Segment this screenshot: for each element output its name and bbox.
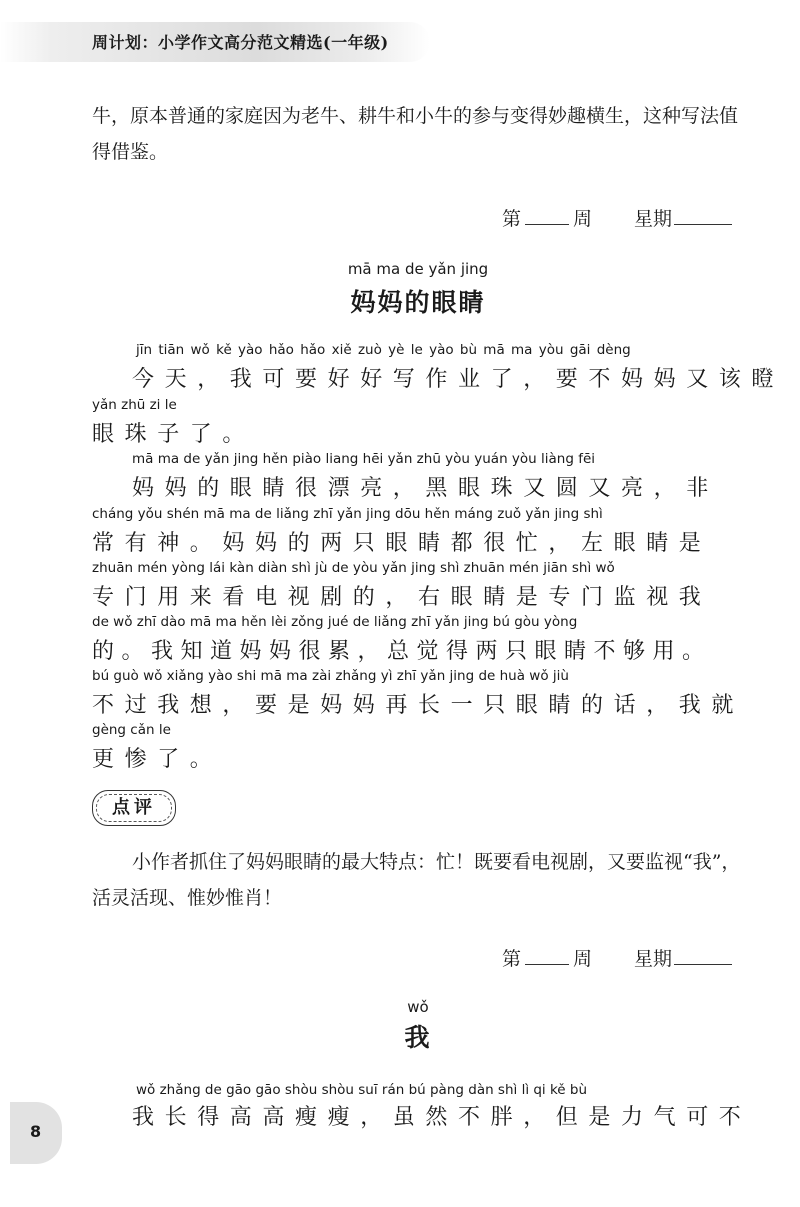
hanzi-row: 眼珠子了。: [92, 422, 256, 447]
weekday-label: 星期: [633, 208, 672, 230]
week-suffix: 周: [572, 948, 592, 970]
hanzi-row: 更惨了。: [92, 747, 223, 772]
week-prefix: 第: [501, 948, 521, 970]
week-day-line-1: [502, 204, 732, 231]
week-day-line-2: [502, 944, 732, 971]
weekday-blank[interactable]: [674, 946, 732, 965]
pinyin-row: mā ma de yǎn jing hěn piào liang hēi yǎn zhū yòu yuán yòu liàng fēi: [132, 451, 596, 467]
comment-label: 点评: [92, 790, 176, 826]
hanzi-row: 妈妈的眼睛很漂亮，黑眼珠又圆又亮，非: [132, 476, 719, 501]
pinyin-row: zhuān mén yòng lái kàn diàn shì jù de yòu yǎn jing shì zhuān mén jiān shì wǒ: [92, 560, 615, 576]
comment-line-2: 活灵活现、惟妙惟肖！: [92, 887, 283, 909]
pinyin-row: bú guò wǒ xiǎng yào shi mā ma zài zhǎng yì zhī yǎn jing de huà wǒ jiù: [92, 668, 569, 684]
intro-line-2: 得借鉴。: [92, 141, 169, 163]
essay1-title-pinyin: mā ma de yǎn jing: [347, 260, 489, 278]
comment-line-1: 小作者抓住了妈妈眼睛的最大特点：忙！既要看电视剧，又要监视“我”，: [132, 851, 741, 873]
hanzi-row: 我长得高高瘦瘦，虽然不胖，但是力气可不: [132, 1105, 752, 1130]
running-header: 周计划：小学作文高分范文精选(一年级): [92, 33, 389, 52]
weekday-label: 星期: [633, 948, 672, 970]
pinyin-row: de wǒ zhī dào mā ma hěn lèi zǒng jué de liǎng zhī yǎn jing bú gòu yòng: [92, 614, 578, 630]
weekday-blank[interactable]: [674, 206, 732, 225]
pinyin-row: wǒ zhǎng de gāo gāo shòu shòu suī rán bú pàng dàn shì lì qi kě bù: [136, 1082, 588, 1098]
intro-line-1: 牛，原本普通的家庭因为老牛、耕牛和小牛的参与变得妙趣横生，这种写法值: [92, 105, 739, 127]
week-blank[interactable]: [525, 206, 569, 225]
week-suffix: 周: [572, 208, 592, 230]
pinyin-row: cháng yǒu shén mā ma de liǎng zhī yǎn jing dōu hěn máng zuǒ yǎn jing shì: [92, 506, 603, 522]
week-prefix: 第: [501, 208, 521, 230]
pinyin-row: gèng cǎn le: [92, 722, 171, 738]
essay2-title-pinyin: wǒ: [407, 998, 429, 1016]
pinyin-row: yǎn zhū zi le: [92, 397, 177, 413]
hanzi-row: 今天，我可要好好写作业了，要不妈妈又该瞪: [132, 367, 785, 392]
hanzi-row: 不过我想，要是妈妈再长一只眼睛的话，我就: [92, 693, 745, 718]
intro-paragraph: [92, 98, 742, 170]
hanzi-row: 的。我知道妈妈很累，总觉得两只眼睛不够用。: [92, 639, 712, 664]
hanzi-row: 常有神。妈妈的两只眼睛都很忙，左眼睛是: [92, 531, 712, 556]
hanzi-row: 专门用来看电视剧的，右眼睛是专门监视我: [92, 585, 712, 610]
page-number: 8: [30, 1122, 42, 1141]
pinyin-row: jīn tiān wǒ kě yào hǎo hǎo xiě zuò yè le yào bù mā ma yòu gāi dèng: [136, 342, 631, 358]
week-blank[interactable]: [525, 946, 569, 965]
essay1-title: 妈妈的眼睛: [350, 288, 486, 317]
essay2-title: 我: [404, 1023, 432, 1052]
